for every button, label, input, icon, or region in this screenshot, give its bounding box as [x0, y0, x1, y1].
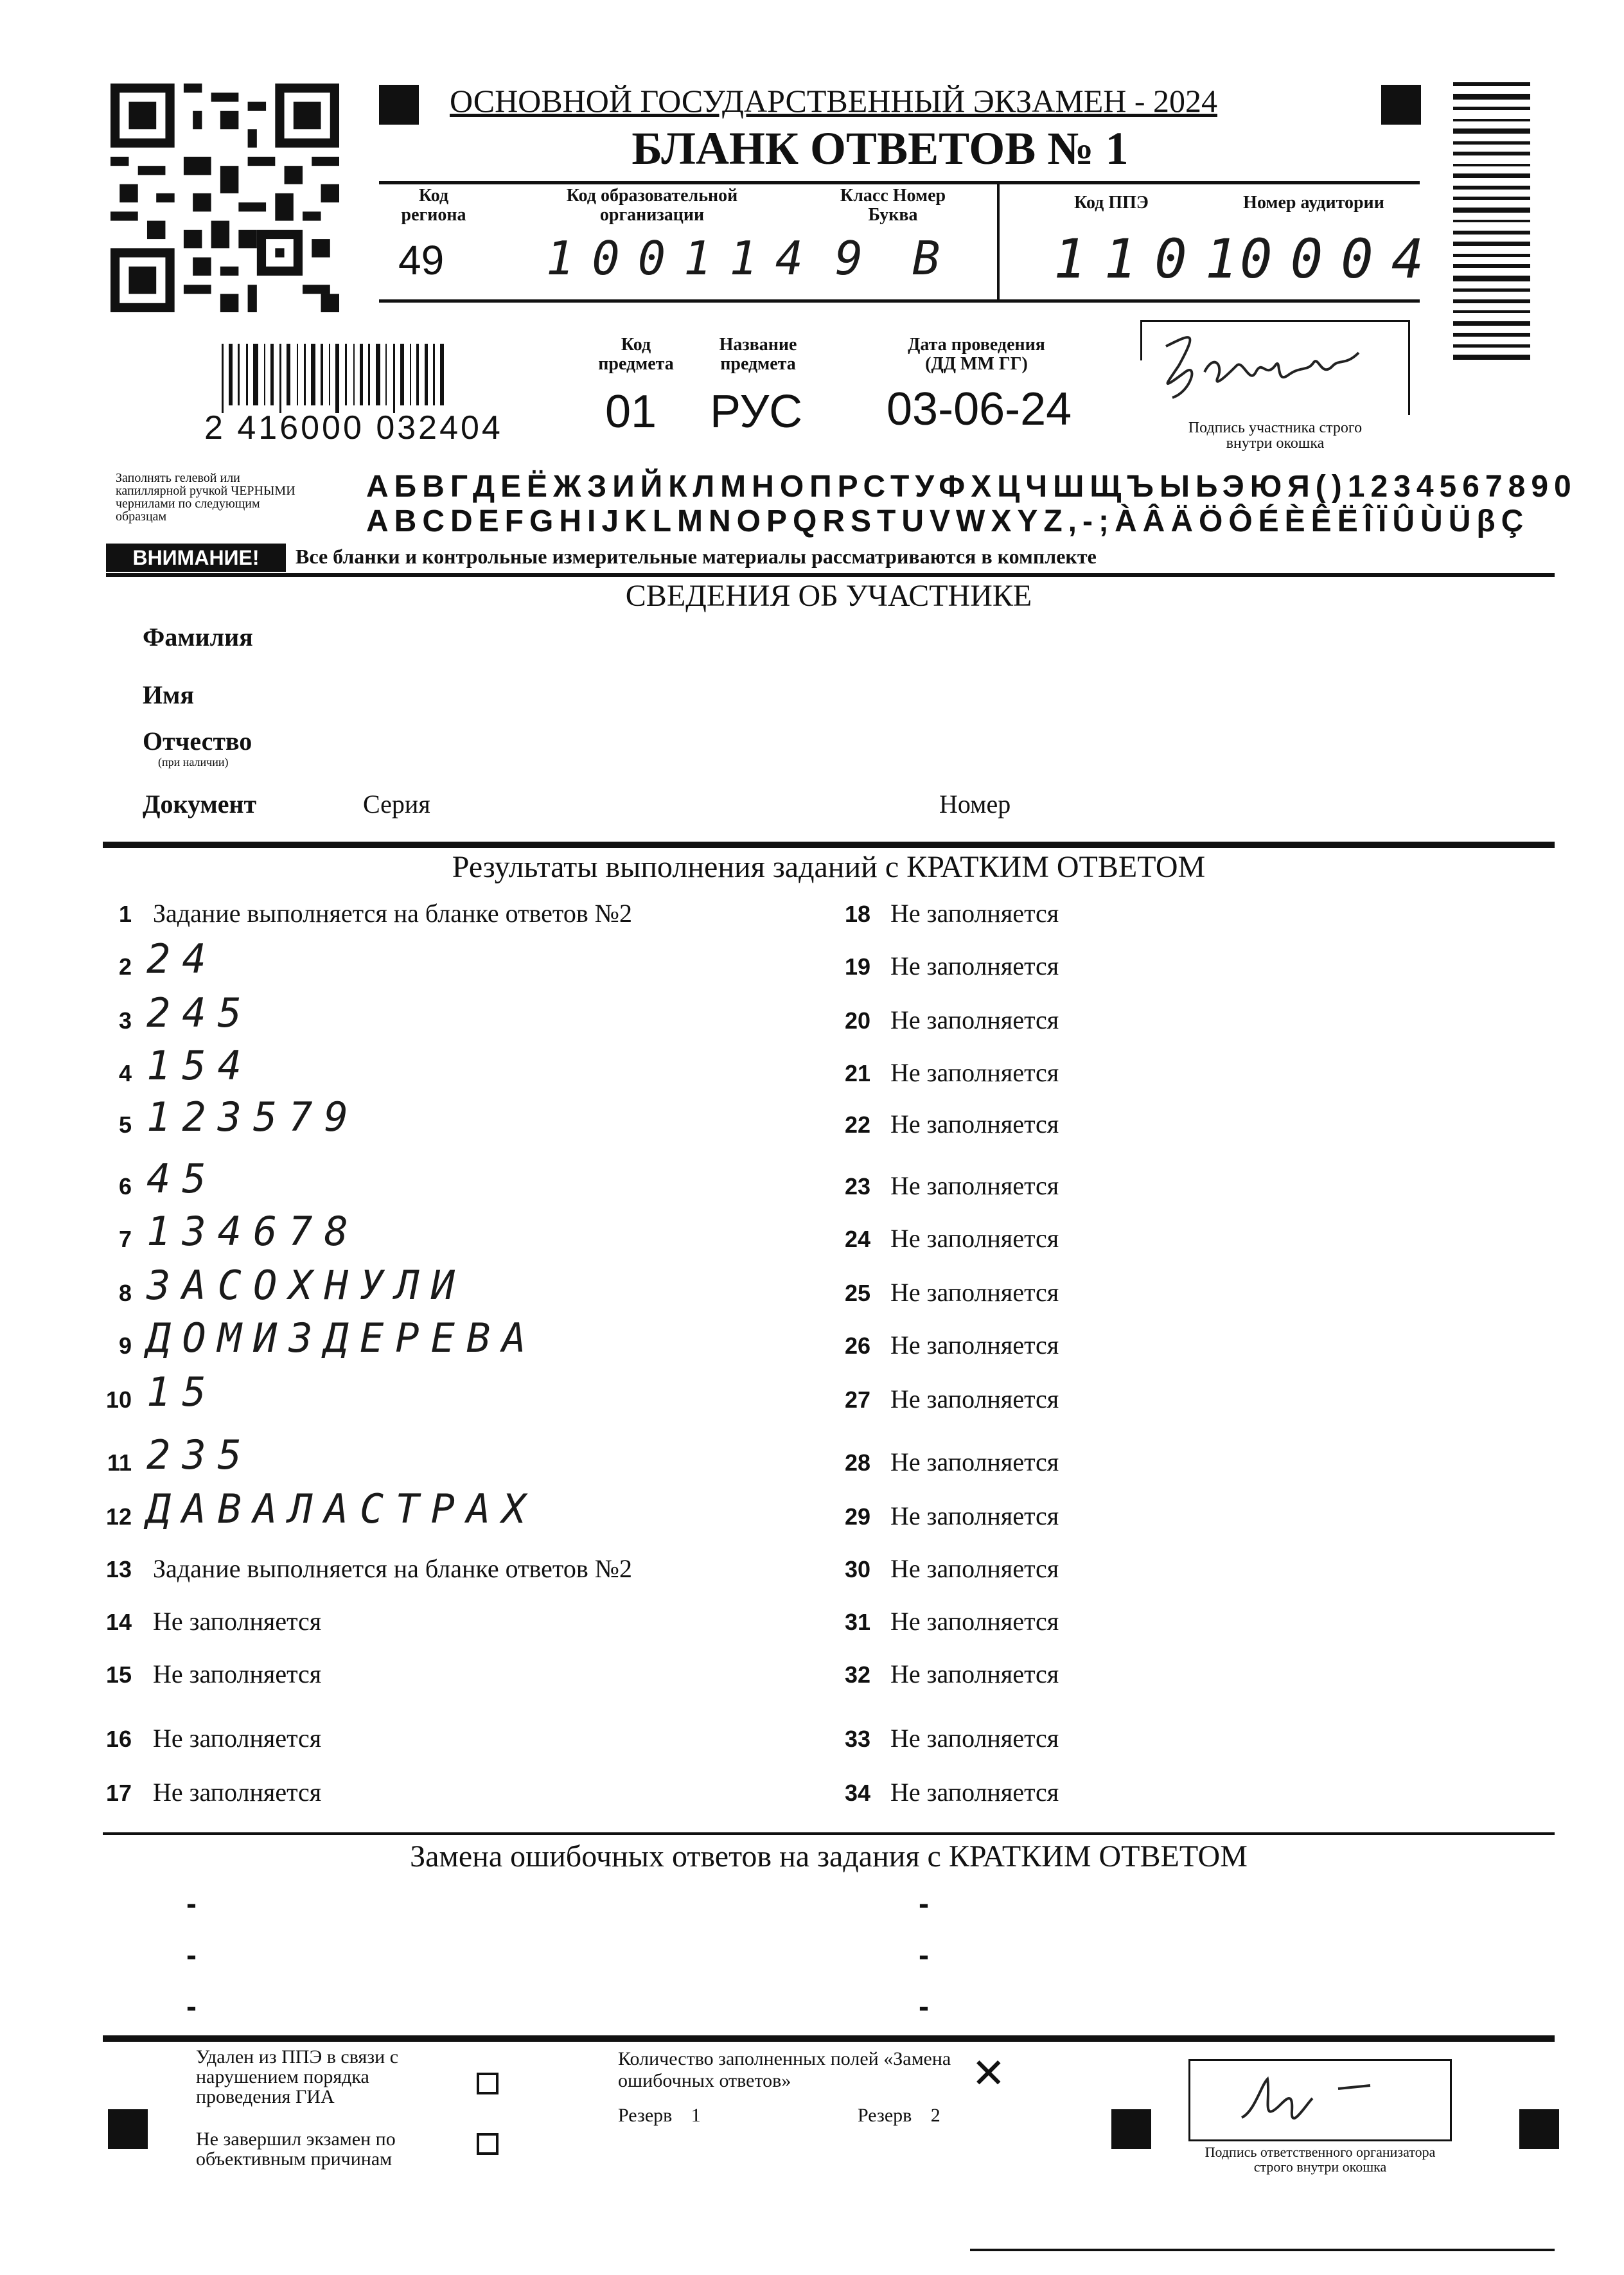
task-note: Не заполняется [890, 1660, 1059, 1688]
replacement-section-title: Замена ошибочных ответов на задания с КРАТКИМ ОТВЕТОМ [410, 1839, 1248, 1873]
results-section-title: Результаты выполнения заданий с КРАТКИМ ОТВЕТОМ [452, 850, 1206, 884]
removed-checkbox[interactable] [477, 2073, 499, 2094]
handwritten-answer[interactable]: ЗАСОХНУЛИ [146, 1262, 466, 1309]
task-note: Не заполняется [890, 1554, 1059, 1583]
barcode-number: 2 416000 032404 [204, 409, 503, 447]
organizer-signature-box[interactable] [1188, 2059, 1452, 2141]
task-note: Не заполняется [153, 1778, 322, 1807]
handwritten-answer[interactable]: 24 [146, 935, 218, 982]
form-title: БЛАНК ОТВЕТОВ № 1 [631, 123, 1129, 174]
participant-section-title: СВЕДЕНИЯ ОБ УЧАСТНИКЕ [625, 579, 1032, 613]
task-number: 34 [844, 1780, 870, 1806]
participant-divider [103, 842, 1555, 848]
handwritten-answer[interactable]: 235 [146, 1431, 253, 1478]
reserve-2-label: Резерв 2 [858, 2105, 940, 2126]
task-number: 15 [105, 1661, 132, 1688]
task-number: 7 [118, 1226, 132, 1252]
task-number: 20 [844, 1007, 870, 1034]
task-number: 12 [105, 1503, 132, 1530]
side-barcode [1453, 82, 1530, 481]
bottom-line [970, 2249, 1555, 2251]
corner-marker-top-left [379, 85, 419, 125]
task-note: Не заполняется [890, 1385, 1059, 1413]
replacement-slot[interactable]: - [186, 1990, 197, 2024]
not-finished-label: Не завершил экзамен по объективным причинам [196, 2129, 396, 2170]
footer-divider [103, 2035, 1555, 2042]
attention-underline [106, 573, 1555, 577]
subject-name-label: Название предмета [719, 335, 797, 374]
barcode [222, 344, 562, 414]
task-number: 3 [118, 1007, 132, 1034]
class-label: Класс Номер Буква [840, 186, 946, 225]
replacement-slot[interactable]: - [919, 1990, 929, 2024]
task-note: Задание выполняется на бланке ответов №2 [153, 899, 632, 928]
ppe-label: Код ППЭ [1074, 193, 1149, 213]
subject-code-label: Код предмета [598, 335, 674, 374]
room-value: 0004 [1240, 227, 1442, 290]
corner-marker-bottom-left [108, 2109, 148, 2149]
subject-name-value: РУС [710, 386, 803, 438]
handwritten-answer[interactable]: ДАВАЛАСТРАХ [146, 1485, 538, 1532]
date-label: Дата проведения (ДД ММ ГГ) [908, 335, 1045, 374]
qr-code [110, 84, 339, 312]
task-number: 8 [118, 1280, 132, 1306]
handwritten-answer[interactable]: 45 [146, 1155, 218, 1202]
class-number-value: 9 [835, 231, 881, 285]
task-number: 13 [105, 1556, 132, 1582]
region-value: 49 [398, 237, 445, 283]
name-label: Имя [143, 680, 194, 709]
task-note: Не заполняется [890, 1501, 1059, 1530]
filled-count-mark[interactable]: ✕ [971, 2050, 1006, 2096]
organizer-signature-caption: Подпись ответственного организатора строго внутри окошка [1205, 2144, 1436, 2175]
task-number: 27 [844, 1386, 870, 1413]
replacement-slot[interactable]: - [919, 1887, 929, 1921]
not-finished-checkbox[interactable] [477, 2133, 499, 2155]
participant-signature [1153, 327, 1365, 404]
task-note: Не заполняется [890, 1005, 1059, 1034]
task-number: 21 [844, 1060, 870, 1086]
task-number: 11 [107, 1449, 132, 1476]
header-divider-top [379, 181, 1420, 184]
attention-badge: ВНИМАНИЕ! [106, 544, 286, 572]
surname-label: Фамилия [143, 623, 253, 651]
task-number: 5 [118, 1111, 132, 1138]
task-note: Задание выполняется на бланке ответов №2 [153, 1554, 632, 1583]
task-note: Не заполняется [890, 1778, 1059, 1807]
task-note: Не заполняется [890, 1331, 1059, 1359]
task-number: 10 [105, 1386, 132, 1413]
task-number: 22 [844, 1111, 870, 1138]
patronymic-note: (при наличии) [158, 756, 229, 768]
task-number: 28 [844, 1449, 870, 1476]
task-number: 9 [118, 1332, 132, 1359]
handwritten-answer[interactable]: 123579 [146, 1093, 360, 1140]
task-note: Не заполняется [890, 899, 1059, 928]
corner-marker-bottom-mid [1111, 2109, 1151, 2149]
handwritten-answer[interactable]: 15 [146, 1368, 218, 1415]
corner-marker-top-right [1381, 85, 1421, 125]
document-label: Документ [143, 790, 257, 819]
task-number: 17 [105, 1780, 132, 1806]
task-note: Не заполняется [890, 1058, 1059, 1087]
replacement-slot[interactable]: - [919, 1938, 929, 1972]
task-number: 33 [844, 1726, 870, 1752]
header-vertical-divider [997, 181, 1000, 301]
handwritten-answer[interactable]: 134678 [146, 1208, 360, 1255]
region-label: Код региона [401, 186, 466, 225]
task-number: 1 [118, 901, 132, 927]
task-number: 2 [118, 953, 132, 980]
task-number: 24 [844, 1226, 870, 1252]
org-value: 100114 [546, 231, 822, 285]
task-number: 14 [105, 1609, 132, 1635]
fill-instructions: Заполнять гелевой или капиллярной ручкой ЧЕРНЫМИ чернилами по следующим образцам [116, 471, 296, 524]
task-number: 25 [844, 1280, 870, 1306]
participant-signature-box[interactable] [1140, 320, 1410, 415]
task-number: 23 [844, 1173, 870, 1199]
handwritten-answer[interactable]: 154 [146, 1042, 253, 1089]
reserve-1-label: Резерв 1 [618, 2105, 701, 2126]
task-number: 30 [844, 1556, 870, 1582]
exam-title: ОСНОВНОЙ ГОСУДАРСТВЕННЫЙ ЭКЗАМЕН - 2024 [450, 83, 1217, 119]
room-label: Номер аудитории [1243, 193, 1384, 213]
task-note: Не заполняется [153, 1724, 322, 1753]
task-number: 19 [844, 953, 870, 980]
task-note: Не заполняется [153, 1660, 322, 1688]
task-number: 4 [118, 1060, 132, 1086]
task-note: Не заполняется [890, 952, 1059, 980]
task-note: Не заполняется [890, 1110, 1059, 1138]
task-number: 31 [844, 1609, 870, 1635]
attention-text: Все бланки и контрольные измерительные материалы рассматриваются в комплекте [296, 545, 1097, 568]
participant-signature-caption: Подпись участника строго внутри окошка [1188, 420, 1363, 452]
header-divider-bottom [379, 299, 1420, 303]
replacement-slot[interactable]: - [186, 1938, 197, 1972]
task-number: 26 [844, 1332, 870, 1359]
task-number: 16 [105, 1726, 132, 1752]
sample-letters-cyrillic: АБВГДЕЁЖЗИЙКЛМНОПРСТУФХЦЧШЩЪЫЬЭЮЯ()1234567890 [366, 470, 1577, 504]
results-divider [103, 1832, 1555, 1835]
task-note: Не заполняется [890, 1171, 1059, 1200]
task-number: 18 [844, 901, 870, 927]
task-note: Не заполняется [890, 1224, 1059, 1253]
patronymic-label: Отчество [143, 727, 252, 756]
number-label: Номер [939, 790, 1011, 819]
handwritten-answer[interactable]: 245 [146, 989, 253, 1036]
task-note: Не заполняется [153, 1607, 322, 1636]
ppe-value: 1101 [1054, 227, 1256, 290]
series-label: Серия [363, 790, 430, 819]
task-note: Не заполняется [890, 1278, 1059, 1307]
replacement-slot[interactable]: - [186, 1887, 197, 1921]
corner-marker-bottom-right [1519, 2109, 1559, 2149]
date-value: 03-06-24 [887, 384, 1072, 435]
filled-count-label: Количество заполненных полей «Замена ошибочных ответов» [618, 2048, 951, 2091]
subject-code-value: 01 [605, 386, 657, 438]
removed-label: Удален из ППЭ в связи с нарушением порядка проведения ГИА [196, 2046, 399, 2107]
organizer-signature [1216, 2066, 1409, 2137]
task-number: 32 [844, 1661, 870, 1688]
org-label: Код образовательной организации [566, 186, 738, 225]
task-note: Не заполняется [890, 1607, 1059, 1636]
class-letter-value: В [912, 231, 958, 285]
sample-letters-latin: ABCDEFGHIJKLMNOPQRSTUVWXYZ,-;ÀÂÄÖÔÉÈÊËÎÏÛÙÜβÇ [366, 504, 1530, 538]
task-number: 29 [844, 1503, 870, 1530]
handwritten-answer[interactable]: ДОМИЗДЕРЕВА [146, 1315, 538, 1361]
task-note: Не заполняется [890, 1724, 1059, 1753]
task-note: Не заполняется [890, 1447, 1059, 1476]
task-number: 6 [118, 1173, 132, 1199]
